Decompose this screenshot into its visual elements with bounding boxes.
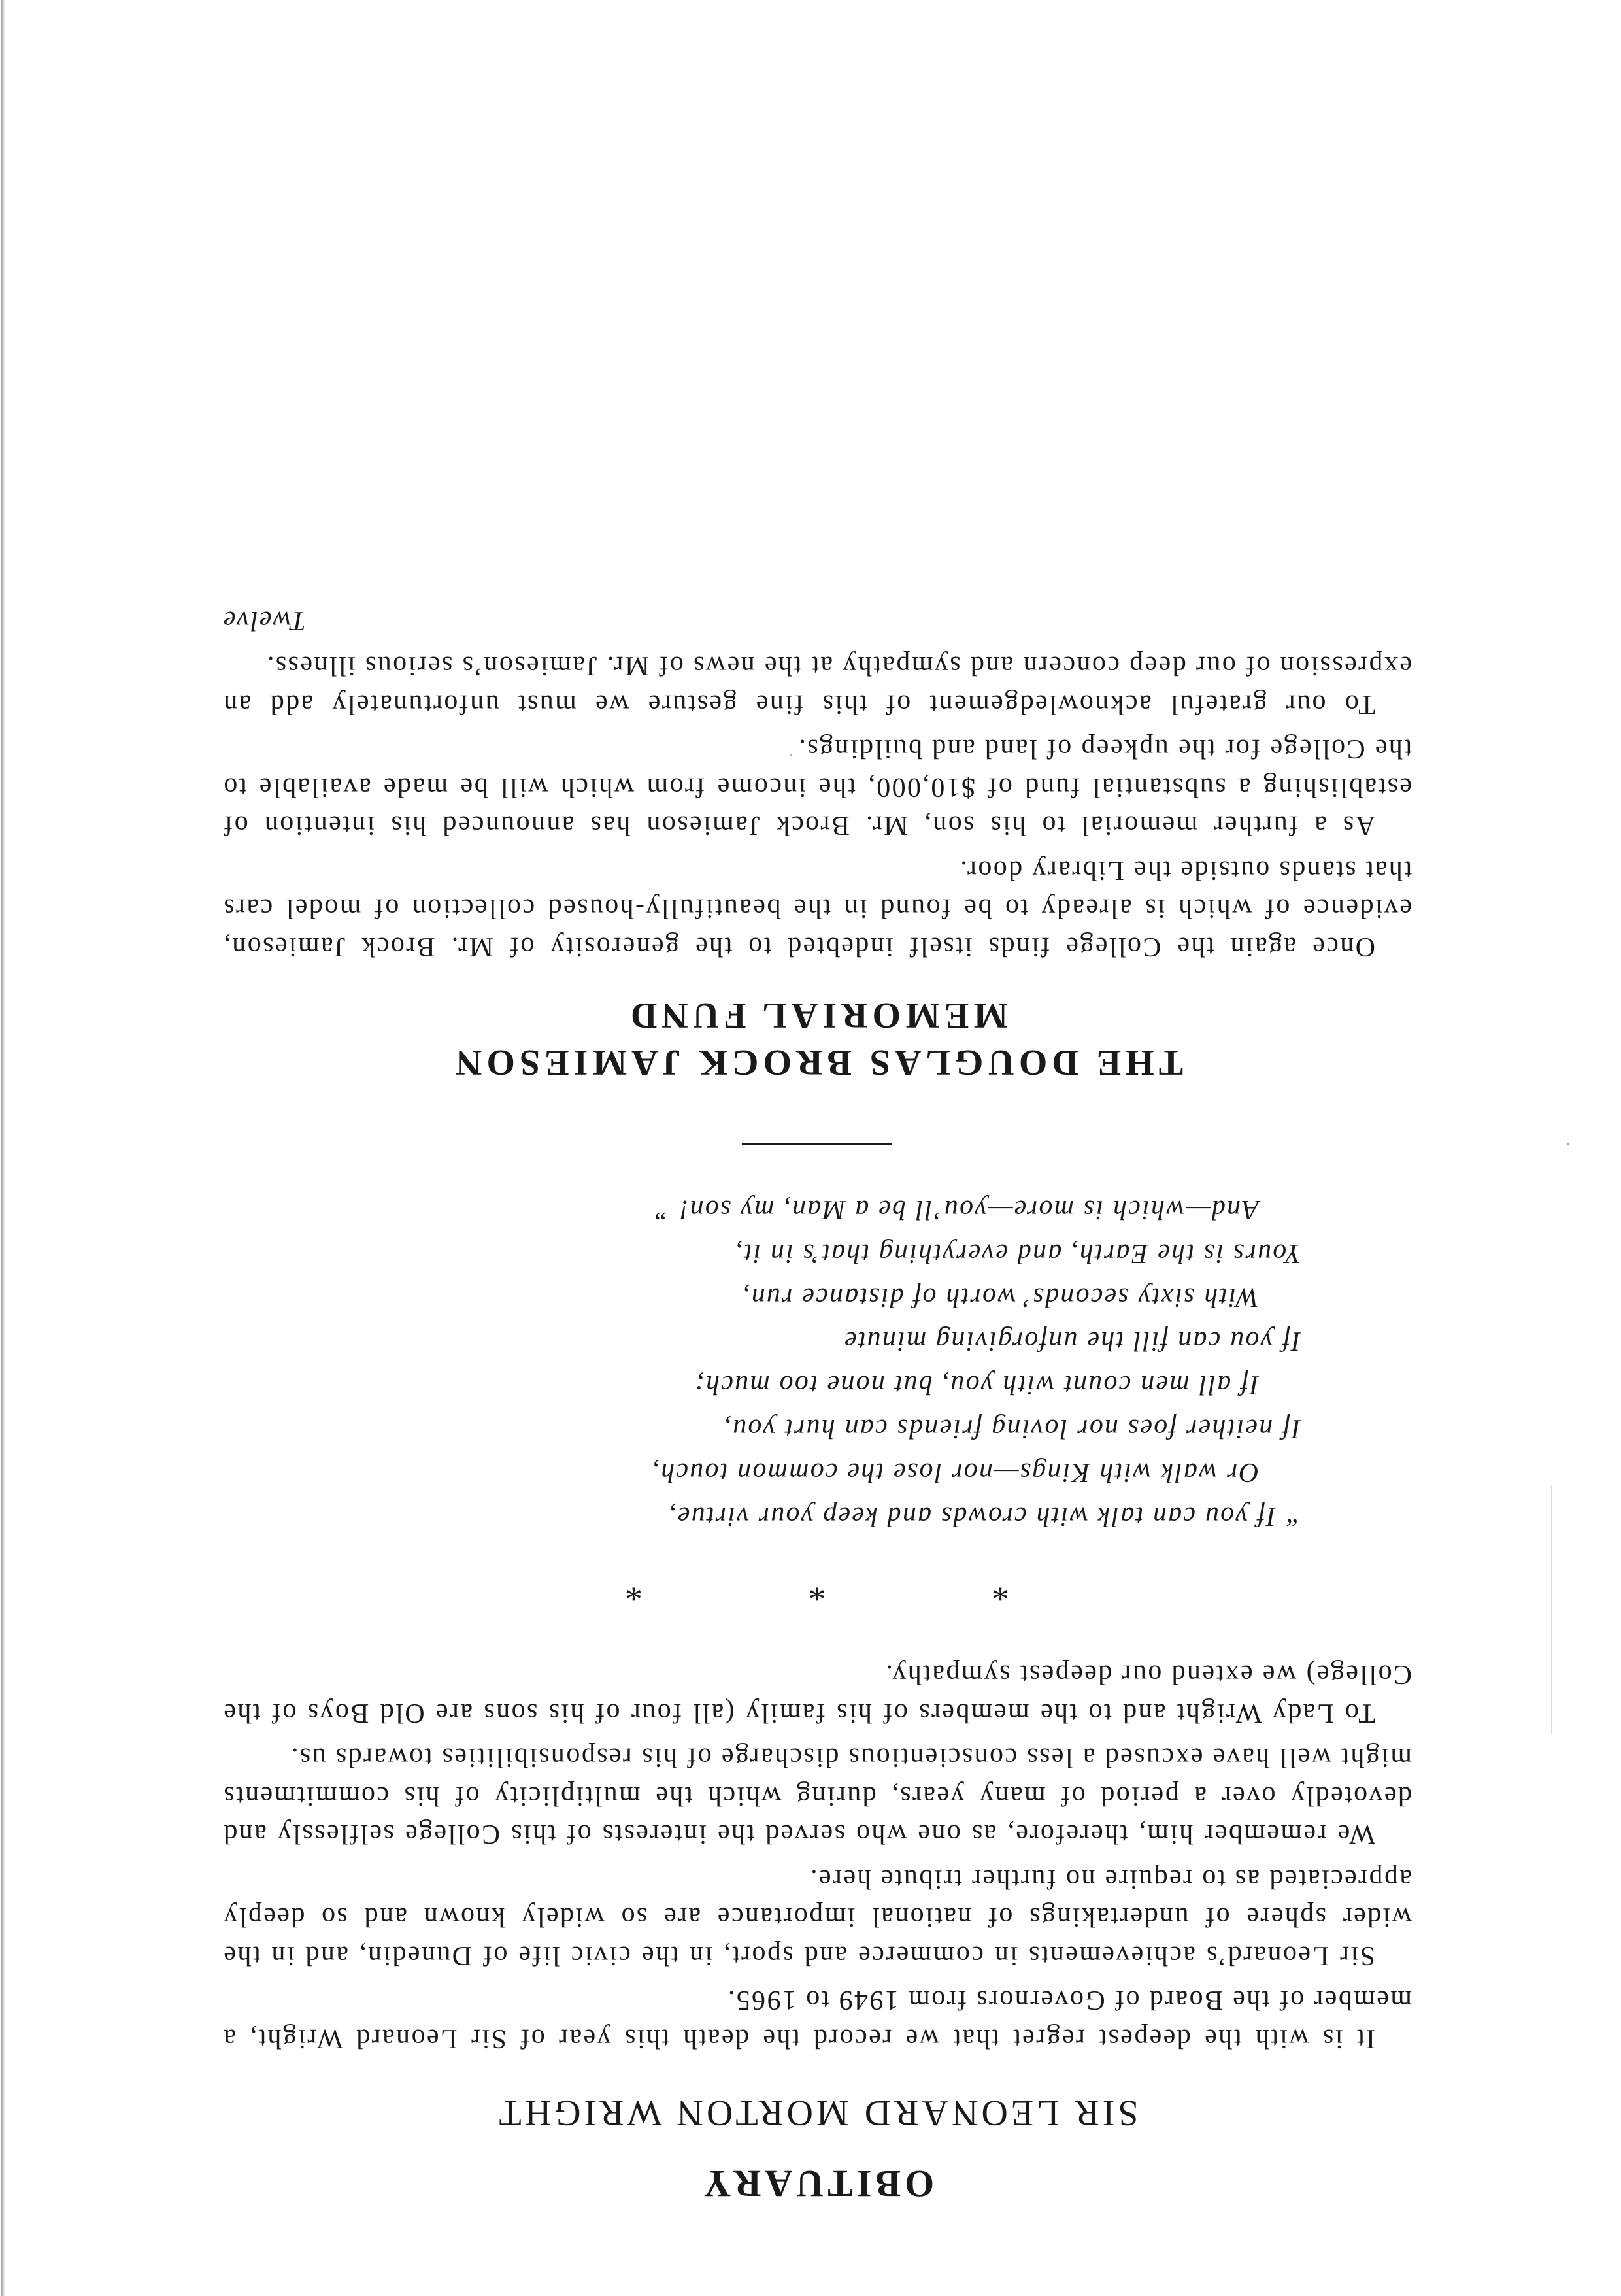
obituary-subject-name: SIR LEONARD MORTON WRIGHT xyxy=(495,2093,1139,2134)
obituary-paragraph: We remember him, therefore, as one who served the interests of this College selflessly and devotedly over a period of many years, during which the multiplicity of his commitments might well have excused a less conscientious discharge of his responsibilities towards us. xyxy=(222,1742,1412,1849)
poem-line: Yours is the Earth, and everything that’s in it, xyxy=(734,1238,1301,1268)
scan-edge-shadow xyxy=(1,0,5,2296)
page-number: Twelve xyxy=(222,605,306,635)
fund-paragraph: To our grateful acknowledgement of this fine gesture we must unfortunately add an expression of our deep concern and sympathy at the news of Mr. Jamieson’s serious illness. xyxy=(222,650,1412,719)
poem-line: And—which is more—you’ll be a Man, my son! ” xyxy=(653,1194,1259,1224)
page-content xyxy=(222,605,1412,2204)
section-separator: * * * xyxy=(546,1569,1009,1609)
poem-line: If neither foes nor loving friends can hurt you, xyxy=(723,1413,1301,1443)
horizontal-rule xyxy=(742,1143,892,1145)
obituary-paragraph: Sir Leonard’s achievements in commerce and sport, in the civic life of Dunedin, and in the wider sphere of undertakings of national importance are so widely known and so deeply appreciated as to require no further tribute here. xyxy=(222,1863,1412,1970)
scan-speck xyxy=(1567,1143,1569,1145)
fund-title-line: THE DOUGLAS BROCK JAMIESON xyxy=(450,1041,1184,1083)
obituary-paragraph: To Lady Wright and to the members of his family (all four of his sons are Old Boys of the College) we extend our deepest sympathy. xyxy=(222,1659,1412,1728)
poem-line: “ If you can talk with crowds and keep your virtue, xyxy=(668,1500,1301,1531)
poem-line: If all men count with you, but none too much; xyxy=(694,1369,1259,1400)
scan-mark xyxy=(1551,1485,1552,1734)
poem-line: Or walk with Kings—nor lose the common touch, xyxy=(651,1457,1259,1487)
obituary-paragraph: It is with the deepest regret that we record the death this year of Sir Leonard Wright, a member of the Board of Governors from 1949 to 1965. xyxy=(222,1985,1412,2053)
fund-title-line: MEMORIAL FUND xyxy=(626,994,1009,1036)
poem-line: If you can fill the unforgiving minute xyxy=(843,1325,1301,1356)
fund-paragraph: As a further memorial to his son, Mr. Brock Jamieson has announced his intention of establishing a substantial fund of $10,000, the income from which will be made available to the College for the upkeep of land and buildings. xyxy=(222,734,1412,841)
fund-title xyxy=(222,992,1412,1086)
poem-line: With sixty seconds’ worth of distance run, xyxy=(741,1281,1259,1312)
poem-quotation xyxy=(222,1187,1301,1538)
fund-paragraph: Once again the College finds itself indebted to the generosity of Mr. Brock Jamieson, evidence of which is already to be found in the beautifully-housed collection of model cars that stands outside the Library door. xyxy=(222,854,1412,962)
obituary-heading: OBITUARY xyxy=(699,2163,935,2205)
